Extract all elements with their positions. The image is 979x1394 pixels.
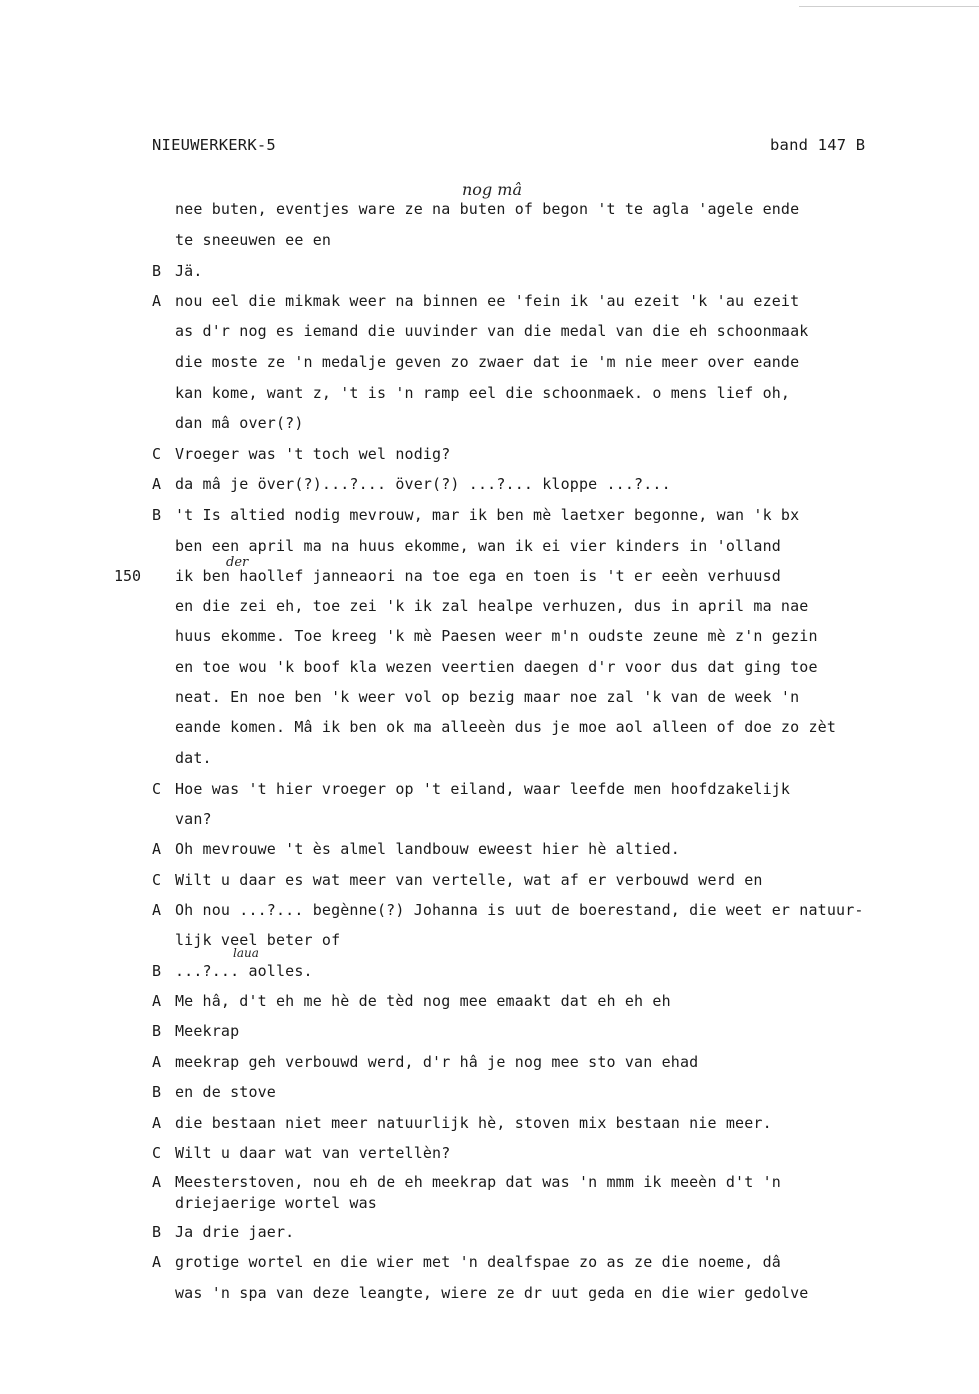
speaker-label: B (152, 1083, 162, 1101)
line-text: meekrap geh verbouwd werd, d'r hâ je nog mee sto van ehad (175, 1053, 699, 1071)
line-text: Oh nou ...?... begènne(?) Johanna is uut de boerestand, die weet er natuur- (175, 901, 864, 919)
line-text: huus ekomme. Toe kreeg 'k mè Paesen weer m'n oudste zeune mè z'n gezin (175, 627, 818, 645)
speaker-label: A (152, 1053, 162, 1071)
line-text: kan kome, want z, 't is 'n ramp eel die schoonmaek. o mens lief oh, (175, 384, 791, 402)
line-text: nee buten, eventjes ware ze na buten of begon 't te agla 'agele ende (175, 200, 800, 218)
speaker-label: A (152, 1114, 162, 1132)
line-text: dat. (175, 749, 212, 767)
line-text: en toe wou 'k boof kla wezen veertien daegen d'r voor dus dat ging toe (175, 658, 818, 676)
line-text: as d'r nog es iemand die uuvinder van die medal van die eh schoonmaak (175, 322, 809, 340)
line-text: Me hâ, d't eh me hè de tèd nog mee emaakt dat eh eh eh (175, 992, 671, 1010)
handwritten-note-nog-ma: nog mâ (462, 180, 522, 199)
line-text: Wilt u daar es wat meer van vertelle, wat af er verbouwd werd en (175, 871, 763, 889)
line-text: nou eel die mikmak weer na binnen ee 'fein ik 'au ezeit 'k 'au ezeit (175, 292, 800, 310)
speaker-label: A (152, 475, 162, 493)
speaker-label: A (152, 292, 162, 310)
line-text: grotige wortel en die wier met 'n dealfspae zo as ze die noeme, dâ (175, 1253, 781, 1271)
line-text: eande komen. Mâ ik ben ok ma alleeèn dus je moe aol alleen of doe zo zèt (175, 718, 837, 736)
line-text: van? (175, 810, 212, 828)
top-edge-line (799, 6, 979, 7)
speaker-label: C (152, 780, 162, 798)
line-text: Jä. (175, 262, 203, 280)
document-title: NIEUWERKERK-5 (152, 136, 276, 154)
margin-line-number: 150 (114, 567, 142, 585)
line-text: te sneeuwen ee en (175, 231, 332, 249)
speaker-label: A (152, 1253, 162, 1271)
line-text: en de stove (175, 1083, 276, 1101)
line-text: Hoe was 't hier vroeger op 't eiland, waar leefde men hoofdzakelijk (175, 780, 791, 798)
speaker-label: A (152, 992, 162, 1010)
line-text: Oh mevrouwe 't ès almel landbouw eweest hier hè altied. (175, 840, 680, 858)
speaker-label: A (152, 840, 162, 858)
line-text: Ja drie jaer. (175, 1223, 295, 1241)
speaker-label: B (152, 1022, 162, 1040)
handwritten-note-laua: laua (233, 946, 259, 960)
speaker-label: A (152, 1173, 162, 1191)
line-text: Vroeger was 't toch wel nodig? (175, 445, 451, 463)
line-text: ...?... aolles. (175, 962, 313, 980)
line-text: dan mâ over(?) (175, 414, 304, 432)
speaker-label: B (152, 1223, 162, 1241)
line-text: ik ben haollef janneaori na toe ega en toen is 't er eeèn verhuusd (175, 567, 781, 585)
tape-reference: band 147 B (770, 136, 866, 154)
line-text: 't Is altied nodig mevrouw, mar ik ben mè laetxer begonne, wan 'k bx (175, 506, 800, 524)
speaker-label: B (152, 506, 162, 524)
line-text: Wilt u daar wat van vertellèn? (175, 1144, 451, 1162)
speaker-label: C (152, 871, 162, 889)
line-text: was 'n spa van deze leangte, wiere ze dr uut geda en die wier gedolve (175, 1284, 809, 1302)
speaker-label: B (152, 262, 162, 280)
line-text: da mâ je över(?)...?... över(?) ...?... kloppe ...?... (175, 475, 671, 493)
line-text: neat. En noe ben 'k weer vol op bezig maar noe zal 'k van de week 'n (175, 688, 800, 706)
speaker-label: B (152, 962, 162, 980)
line-text: driejaerige wortel was (175, 1194, 377, 1212)
line-text: en die zei eh, toe zei 'k ik zal healpe verhuzen, dus in april ma nae (175, 597, 809, 615)
line-text: Meesterstoven, nou eh de eh meekrap dat was 'n mmm ik meeèn d't 'n (175, 1173, 781, 1191)
line-text: lijk veel beter of (175, 931, 341, 949)
speaker-label: C (152, 445, 162, 463)
line-text: ben een april ma na huus ekomme, wan ik ei vier kinders in 'olland (175, 537, 781, 555)
line-text: die bestaan niet meer natuurlijk hè, stoven mix bestaan nie meer. (175, 1114, 772, 1132)
speaker-label: A (152, 901, 162, 919)
handwritten-note-der: der (226, 555, 249, 570)
speaker-label: C (152, 1144, 162, 1162)
line-text: die moste ze 'n medalje geven zo zwaer dat ie 'm nie meer over eande (175, 353, 800, 371)
line-text: Meekrap (175, 1022, 240, 1040)
